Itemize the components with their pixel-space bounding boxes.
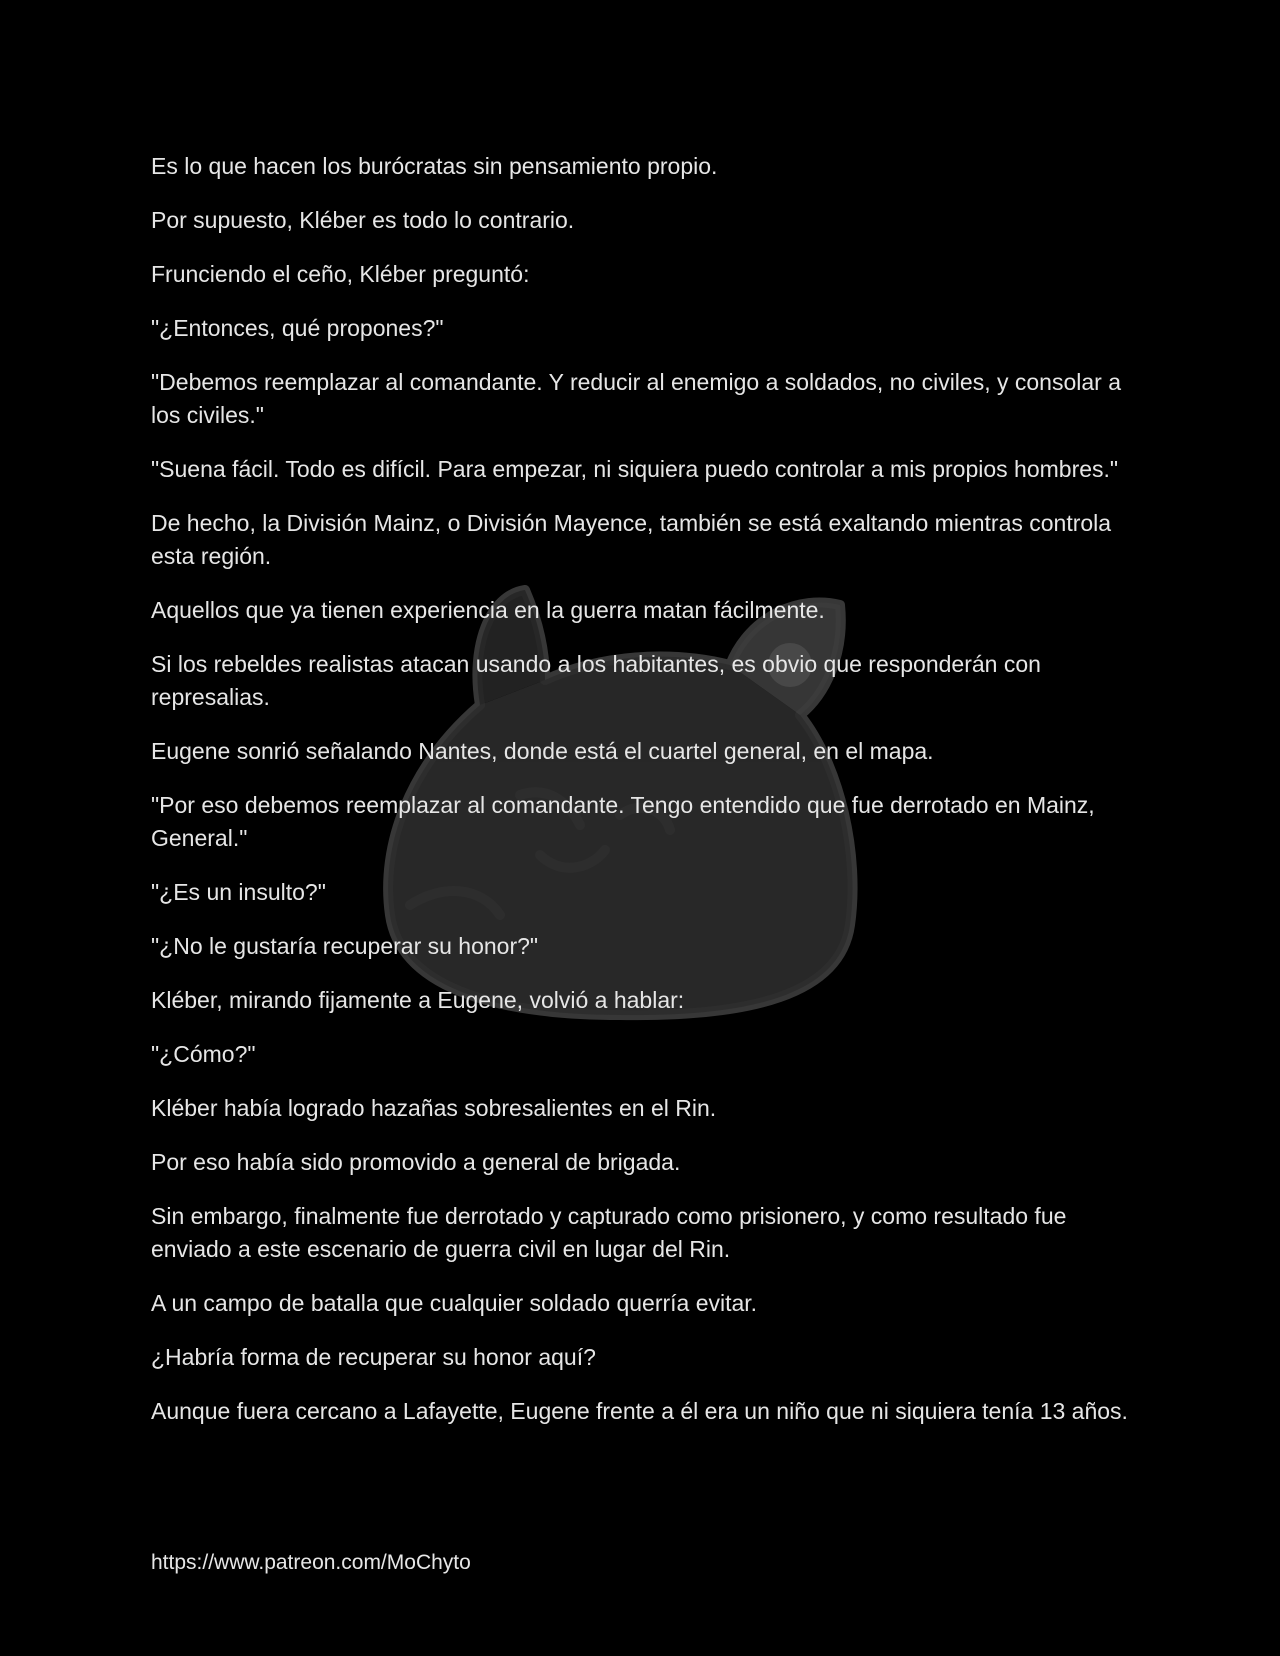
paragraph: A un campo de batalla que cualquier soldado querría evitar. [151,1290,758,1316]
document-body [151,150,1131,1449]
paragraph: Aquellos que ya tienen experiencia en la guerra matan fácilmente. [151,597,825,623]
paragraph: "Suena fácil. Todo es difícil. Para empezar, ni siquiera puedo controlar a mis propios hombres." [151,456,1119,482]
paragraph: Es lo que hacen los burócratas sin pensamiento propio. [151,153,718,179]
paragraph: De hecho, la División Mainz, o División Mayence, también se está exaltando mientras controla esta región. [151,510,1112,569]
paragraph: Sin embargo, finalmente fue derrotado y capturado como prisionero, y como resultado fue enviado a este escenario de guerra civil en lugar del Rin. [151,1203,1067,1262]
paragraph: Aunque fuera cercano a Lafayette, Eugene frente a él era un niño que ni siquiera tenía 13 años. [151,1398,1128,1424]
paragraph: "Debemos reemplazar al comandante. Y reducir al enemigo a soldados, no civiles, y consolar a los civiles." [151,369,1121,428]
paragraph: "Por eso debemos reemplazar al comandante. Tengo entendido que fue derrotado en Mainz, General." [151,792,1095,851]
paragraph: "¿Es un insulto?" [151,879,326,905]
paragraph: Por eso había sido promovido a general de brigada. [151,1149,681,1175]
paragraph: Frunciendo el ceño, Kléber preguntó: [151,261,530,287]
paragraph: Eugene sonrió señalando Nantes, donde está el cuartel general, en el mapa. [151,738,934,764]
patreon-link[interactable]: https://www.patreon.com/MoChyto [151,1551,471,1574]
paragraph: Kléber, mirando fijamente a Eugene, volvió a hablar: [151,987,685,1013]
paragraph: "¿No le gustaría recuperar su honor?" [151,933,539,959]
paragraph: Si los rebeldes realistas atacan usando a los habitantes, es obvio que responderán con represalias. [151,651,1041,710]
paragraph: "¿Entonces, qué propones?" [151,315,444,341]
paragraph: ¿Habría forma de recuperar su honor aquí? [151,1344,596,1370]
paragraph: Por supuesto, Kléber es todo lo contrario. [151,207,575,233]
paragraph: "¿Cómo?" [151,1041,256,1067]
paragraph: Kléber había logrado hazañas sobresalientes en el Rin. [151,1095,717,1121]
